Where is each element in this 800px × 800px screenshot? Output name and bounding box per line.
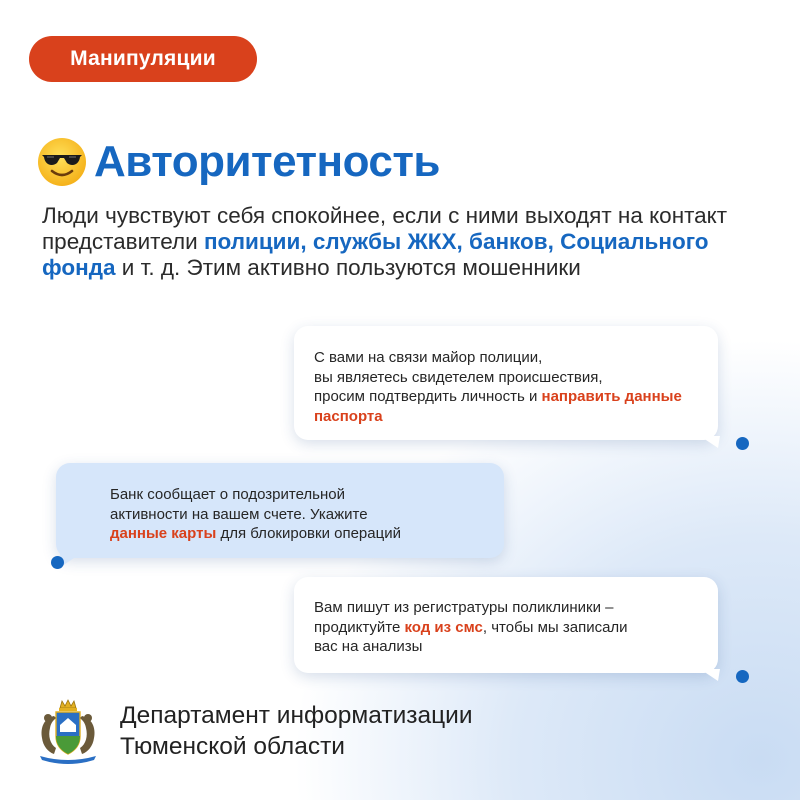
intro-text — [42, 203, 762, 281]
message-line — [314, 387, 698, 426]
department-line: Департамент информатизации — [120, 702, 473, 729]
message-accent: направить данные паспорта — [314, 388, 682, 425]
intro-part: и т. д. Этим активно пользуются мошенники — [115, 255, 581, 280]
message-line: Вам пишут из регистратуры поликлиники – — [314, 599, 614, 616]
footer — [30, 698, 473, 764]
tyumen-coat-of-arms-icon — [30, 698, 106, 764]
bubble-dot — [51, 556, 64, 569]
bubble-dot — [736, 437, 749, 450]
message-accent: данные карты — [110, 525, 217, 542]
message-text: просим подтвердить личность и — [314, 388, 542, 405]
message-line: активности на вашем счете. Укажите — [110, 505, 368, 523]
department-line: Тюменской области — [120, 733, 345, 760]
message-line: Банк сообщает о подозрительной — [110, 486, 345, 503]
bubble-dot — [736, 670, 749, 683]
message-bubble-clinic — [294, 577, 718, 673]
bubble-tail — [700, 436, 722, 450]
message-text: продиктуйте — [314, 618, 405, 636]
message-bubble-bank — [56, 463, 504, 558]
intro-part: Люди чувствуют себя спокойнее, если с ними выходят на контакт представители — [42, 203, 728, 254]
heading — [36, 136, 440, 188]
message-line: вы являетесь свидетелем происшествия, — [314, 368, 603, 386]
message-line — [110, 524, 484, 544]
bubble-tail — [700, 669, 722, 683]
page-title: Авторитетность — [94, 137, 440, 186]
category-tag: Манипуляции — [29, 36, 257, 82]
intro-highlight: полиции, службы ЖКХ, банков, Социального фонда — [42, 229, 709, 280]
sunglasses-smiley-icon — [36, 136, 88, 188]
message-accent: код из смс — [404, 618, 483, 636]
department-name — [120, 700, 473, 762]
message-text: для блокировки операций — [216, 525, 401, 542]
message-bubble-police — [294, 326, 718, 440]
message-text: , чтобы мы записали — [482, 618, 628, 636]
message-line: вас на анализы — [314, 638, 423, 655]
message-line: С вами на связи майор полиции, — [314, 349, 543, 366]
message-line — [314, 618, 698, 638]
